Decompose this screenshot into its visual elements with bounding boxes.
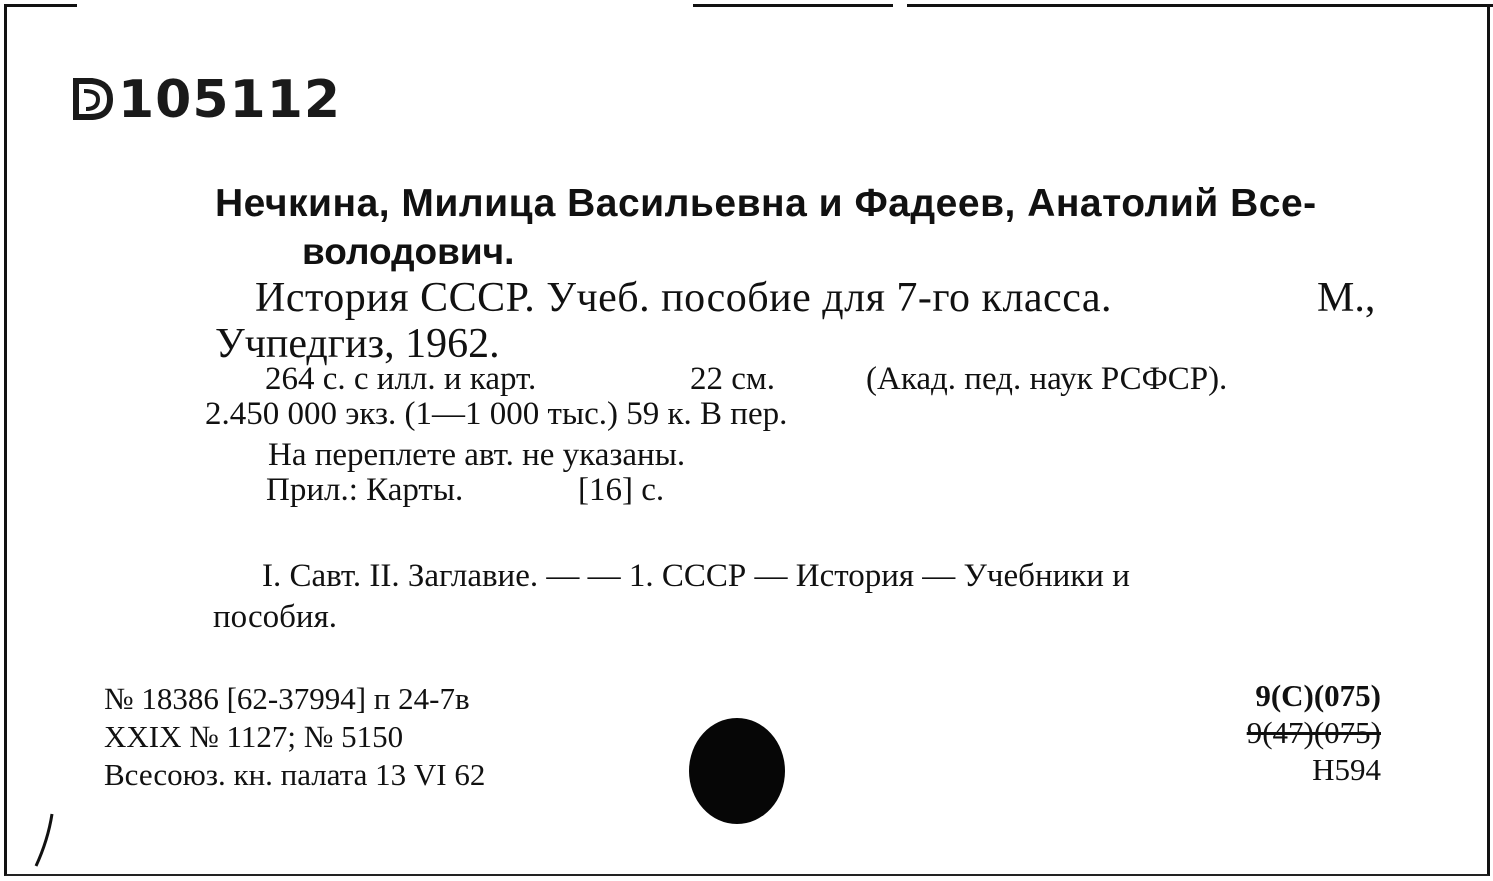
physical-description: 264 с. с илл. и карт. bbox=[265, 361, 537, 397]
accession-value: 105112 bbox=[118, 70, 342, 130]
card-top-edge bbox=[7, 4, 77, 7]
classification-old-code: 9(47)(075) bbox=[1246, 715, 1381, 750]
registry-number: № 18386 [62-37994] п 24-7в bbox=[104, 681, 470, 716]
print-run-price: 2.450 000 экз. (1—1 000 тыс.) 59 к. В пер. bbox=[205, 396, 788, 432]
punch-hole-icon bbox=[689, 718, 785, 824]
card-top-edge bbox=[907, 4, 1493, 7]
publication-city: М., bbox=[1317, 275, 1376, 321]
series-note: (Акад. пед. наук РСФСР). bbox=[866, 361, 1228, 397]
author-line-2: володович. bbox=[302, 231, 515, 272]
stamp-mark-icon bbox=[70, 75, 114, 130]
accession-number bbox=[70, 70, 342, 130]
publisher-year: Учпедгиз, 1962. bbox=[215, 321, 500, 367]
pen-mark-icon bbox=[30, 810, 60, 870]
chronicle-number: XXIX № 1127; № 5150 bbox=[104, 719, 404, 754]
title-line-1: История СССР. Учеб. пособие для 7-го класса. bbox=[255, 275, 1112, 321]
note-line-1: На переплете авт. не указаны. bbox=[268, 437, 686, 473]
classification-code: 9(С)(075) bbox=[1255, 678, 1381, 713]
author-mark: Н594 bbox=[1312, 752, 1381, 787]
physical-size: 22 см. bbox=[690, 361, 776, 397]
subject-headings-line-1: I. Савт. II. Заглавие. — — 1. СССР — История — Учебники и bbox=[262, 558, 1130, 594]
chamber-line: Всесоюз. кн. палата 13 VI 62 bbox=[104, 757, 486, 792]
note-line-2: Прил.: Карты. bbox=[266, 472, 464, 508]
subject-headings-line-2: пособия. bbox=[213, 599, 338, 635]
card-top-edge bbox=[693, 4, 893, 7]
author-line-1: Нечкина, Милица Васильевна и Фадеев, Анатолий Все- bbox=[215, 182, 1317, 225]
appendix-pages: [16] с. bbox=[578, 472, 665, 508]
